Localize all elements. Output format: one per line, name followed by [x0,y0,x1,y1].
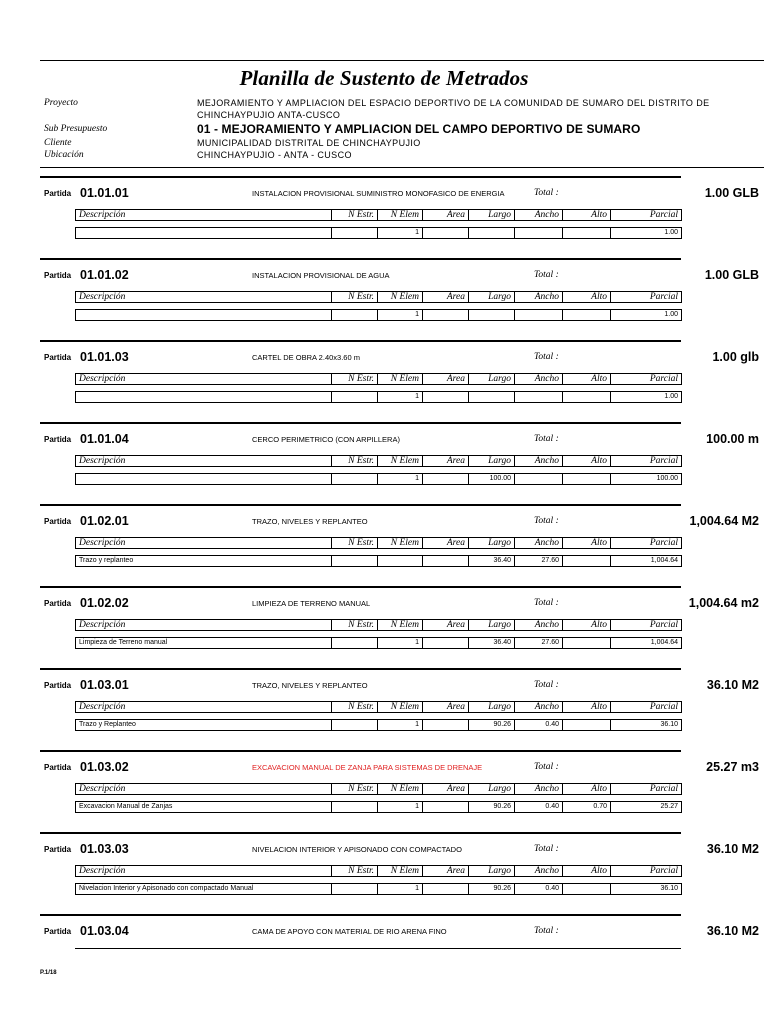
section-rule [40,586,681,588]
column-header: Ancho [515,210,563,221]
column-header: Area [423,210,469,221]
table-cell [332,228,378,239]
table-cell [563,474,611,485]
bottom-rule [75,948,681,949]
column-header: Area [423,702,469,713]
column-header: Descripción [76,374,332,385]
table-cell [332,720,378,731]
column-header: Alto [563,784,611,795]
table-cell [423,884,469,895]
section-rule [40,422,681,424]
table-cell: 1 [378,638,423,649]
column-header: N Estr. [332,374,378,385]
column-header: N Estr. [332,702,378,713]
column-header: Largo [469,866,515,877]
column-header: Alto [563,866,611,877]
table-cell [563,884,611,895]
section-rule [40,504,681,506]
page-number: P.1/18 [40,970,57,976]
total-label: Total : [534,516,559,526]
column-header: Alto [563,456,611,467]
column-header: Ancho [515,620,563,631]
table-spacer [76,549,682,556]
column-header: Parcial [611,210,682,221]
table-cell [332,638,378,649]
table-header-row [76,538,682,549]
table-row [76,638,682,649]
column-header: Parcial [611,456,682,467]
column-header: Descripción [76,210,332,221]
page-title: Planilla de Sustento de Metrados [239,66,529,90]
partida-section [0,586,768,668]
column-header: Alto [563,210,611,221]
table-spacer [76,385,682,392]
table-cell [423,556,469,567]
table-cell [423,392,469,403]
column-header: Ancho [515,456,563,467]
table-cell: 1 [378,474,423,485]
table-cell [469,392,515,403]
table-cell: 1,004.64 [611,556,682,567]
table-spacer [76,467,682,474]
column-header: N Elem [378,456,423,467]
table-cell: Limpieza de Terreno manual [76,638,332,649]
total-value: 1,004.64 M2 [689,514,759,528]
table-row [76,802,682,813]
column-header: Descripción [76,784,332,795]
total-value: 1,004.64 m2 [688,596,759,610]
metrado-table [75,865,682,895]
table-header-row [76,866,682,877]
column-header: Largo [469,210,515,221]
table-cell: 27.60 [515,638,563,649]
metrado-table [75,455,682,485]
table-cell [423,474,469,485]
table-cell: 36.10 [611,720,682,731]
table-header-row [76,292,682,303]
column-header: Parcial [611,620,682,631]
partida-description: LIMPIEZA DE TERRENO MANUAL [252,599,371,608]
table-cell: 90.26 [469,720,515,731]
column-header: Alto [563,538,611,549]
table-cell [76,392,332,403]
partida-code: 01.03.04 [80,924,129,938]
partida-description: CARTEL DE OBRA 2.40x3.60 m [252,353,360,362]
table-row [76,310,682,321]
column-header: Area [423,784,469,795]
column-header: Ancho [515,702,563,713]
table-spacer [76,303,682,310]
section-rule [40,176,681,178]
table-cell: 0.40 [515,802,563,813]
partida-section [0,422,768,504]
partida-code: 01.01.01 [80,186,129,200]
table-cell: 1 [378,720,423,731]
partida-label: Partida [44,189,72,198]
table-cell [515,474,563,485]
total-label: Total : [534,598,559,608]
column-header: Alto [563,292,611,303]
partida-description: CERCO PERIMETRICO (CON ARPILLERA) [252,435,400,444]
partida-label: Partida [44,599,72,608]
table-cell: Trazo y replanteo [76,556,332,567]
table-cell [515,392,563,403]
column-header: Area [423,620,469,631]
metrado-table [75,537,682,567]
table-header-row [76,374,682,385]
column-header: N Estr. [332,456,378,467]
table-row [76,720,682,731]
table-cell: 1.00 [611,392,682,403]
table-cell: 1 [378,802,423,813]
metrado-table [75,783,682,813]
table-cell: 0.40 [515,720,563,731]
table-cell: 1.00 [611,310,682,321]
table-cell [423,638,469,649]
cliente-value: MUNICIPALIDAD DISTRITAL DE CHINCHAYPUJIO [197,138,421,148]
table-cell [563,556,611,567]
partida-label: Partida [44,845,72,854]
table-cell [563,638,611,649]
column-header: N Elem [378,210,423,221]
column-header: Area [423,374,469,385]
total-value: 36.10 M2 [706,924,759,938]
partida-section [0,258,768,340]
table-cell: 1 [378,310,423,321]
column-header: N Elem [378,620,423,631]
column-header: Descripción [76,292,332,303]
table-cell: Trazo y Replanteo [76,720,332,731]
total-label: Total : [534,844,559,854]
table-cell: 100.00 [611,474,682,485]
table-row [76,228,682,239]
total-label: Total : [534,188,559,198]
table-spacer [76,713,682,720]
table-cell [378,556,423,567]
column-header: Largo [469,784,515,795]
section-rule [40,750,681,752]
table-cell [332,556,378,567]
column-header: N Estr. [332,292,378,303]
column-header: Parcial [611,784,682,795]
column-header: N Elem [378,702,423,713]
table-cell: 1 [378,228,423,239]
partida-code: 01.03.01 [80,678,129,692]
column-header: N Elem [378,538,423,549]
column-header: Descripción [76,702,332,713]
total-value: 25.27 m3 [706,760,759,774]
total-value: 100.00 m [706,432,759,446]
table-spacer [76,631,682,638]
column-header: N Estr. [332,210,378,221]
table-header-row [76,456,682,467]
metrado-table [75,619,682,649]
column-header: Ancho [515,292,563,303]
partida-code: 01.03.03 [80,842,129,856]
partida-label: Partida [44,271,72,280]
column-header: Alto [563,620,611,631]
metrado-table [75,701,682,731]
partida-code: 01.01.03 [80,350,129,364]
table-header-row [76,702,682,713]
column-header: Parcial [611,292,682,303]
table-cell: Nivelacion Interior y Apisonado con compactado Manual [76,884,332,895]
column-header: Area [423,292,469,303]
table-spacer [76,877,682,884]
total-value: 36.10 M2 [706,842,759,856]
table-row [76,884,682,895]
partida-description: TRAZO, NIVELES Y REPLANTEO [252,681,368,690]
column-header: Descripción [76,620,332,631]
table-spacer [76,221,682,228]
partida-description: CAMA DE APOYO CON MATERIAL DE RIO ARENA FINO [252,927,447,936]
total-label: Total : [534,352,559,362]
subpresupuesto-label: Sub Presupuesto [44,124,108,134]
column-header: N Elem [378,374,423,385]
table-header-row [76,210,682,221]
column-header: Alto [563,702,611,713]
table-cell [332,474,378,485]
column-header: N Elem [378,292,423,303]
table-cell: 1.00 [611,228,682,239]
header-rule [40,167,764,168]
column-header: Area [423,456,469,467]
column-header: Area [423,538,469,549]
column-header: Parcial [611,374,682,385]
table-cell [332,884,378,895]
total-label: Total : [534,680,559,690]
table-cell [76,310,332,321]
proyecto-value-line1: MEJORAMIENTO Y AMPLIACION DEL ESPACIO DEPORTIVO DE LA COMUNIDAD DE SUMARO DEL DISTRITO DE [197,98,710,108]
partida-label: Partida [44,353,72,362]
partida-section [0,176,768,258]
metrado-table [75,209,682,239]
partida-description: EXCAVACION MANUAL DE ZANJA PARA SISTEMAS DE DRENAJE [252,763,483,772]
metrado-table [75,373,682,403]
column-header: Descripción [76,538,332,549]
column-header: N Estr. [332,784,378,795]
partida-code: 01.02.01 [80,514,129,528]
column-header: Ancho [515,538,563,549]
table-cell: 27.60 [515,556,563,567]
ubicacion-value: CHINCHAYPUJIO - ANTA - CUSCO [197,150,352,160]
partida-section [0,750,768,832]
table-spacer [76,795,682,802]
column-header: N Estr. [332,866,378,877]
column-header: Largo [469,620,515,631]
partida-section [0,504,768,586]
column-header: Ancho [515,784,563,795]
table-row [76,392,682,403]
total-label: Total : [534,762,559,772]
column-header: Alto [563,374,611,385]
table-cell [332,802,378,813]
table-cell [76,228,332,239]
total-value: 1.00 GLB [704,268,759,282]
total-value: 1.00 glb [712,350,759,364]
partida-description: TRAZO, NIVELES Y REPLANTEO [252,517,368,526]
partida-label: Partida [44,927,72,936]
total-label: Total : [534,270,559,280]
table-cell [469,310,515,321]
column-header: Descripción [76,456,332,467]
partida-section [0,340,768,422]
ubicacion-label: Ubicación [44,150,84,160]
table-cell: 90.26 [469,884,515,895]
column-header: N Estr. [332,620,378,631]
partida-code: 01.03.02 [80,760,129,774]
table-cell: 36.40 [469,556,515,567]
table-cell: 100.00 [469,474,515,485]
table-cell: 90.26 [469,802,515,813]
partida-description: INSTALACION PROVISIONAL DE AGUA [252,271,390,280]
total-value: 36.10 M2 [706,678,759,692]
cliente-label: Cliente [44,138,72,148]
table-row [76,474,682,485]
column-header: Ancho [515,374,563,385]
table-cell [332,310,378,321]
column-header: N Elem [378,784,423,795]
column-header: Parcial [611,702,682,713]
table-cell: 25.27 [611,802,682,813]
table-cell [423,310,469,321]
partida-label: Partida [44,681,72,690]
partida-description: NIVELACION INTERIOR Y APISONADO CON COMPACTADO [252,845,462,854]
subpresupuesto-value: 01 - MEJORAMIENTO Y AMPLIACION DEL CAMPO DEPORTIVO DE SUMARO [197,122,641,136]
table-row [76,556,682,567]
table-cell [515,228,563,239]
column-header: Largo [469,456,515,467]
partida-code: 01.02.02 [80,596,129,610]
table-cell: 0.40 [515,884,563,895]
column-header: N Estr. [332,538,378,549]
table-cell [515,310,563,321]
proyecto-label: Proyecto [44,98,78,108]
table-cell [423,802,469,813]
partida-description: INSTALACION PROVISIONAL SUMINISTRO MONOFASICO DE ENERGIA [252,189,505,198]
section-rule [40,340,681,342]
column-header: Parcial [611,538,682,549]
proyecto-value-line2: CHINCHAYPUJIO ANTA-CUSCO [197,110,341,120]
table-cell [469,228,515,239]
column-header: N Elem [378,866,423,877]
partida-code: 01.01.02 [80,268,129,282]
table-cell [332,392,378,403]
table-cell [563,228,611,239]
table-cell: 1,004.64 [611,638,682,649]
table-cell [423,228,469,239]
partida-code: 01.01.04 [80,432,129,446]
total-label: Total : [534,434,559,444]
column-header: Descripción [76,866,332,877]
section-rule [40,258,681,260]
table-cell [423,720,469,731]
table-header-row [76,784,682,795]
column-header: Largo [469,292,515,303]
section-rule [40,668,681,670]
table-cell [563,310,611,321]
column-header: Largo [469,538,515,549]
table-cell: 36.10 [611,884,682,895]
table-cell: 1 [378,884,423,895]
table-cell: Excavacion Manual de Zanjas [76,802,332,813]
top-rule [40,60,764,61]
table-cell: 1 [378,392,423,403]
partida-label: Partida [44,435,72,444]
column-header: Ancho [515,866,563,877]
metrado-table [75,291,682,321]
table-cell: 0.70 [563,802,611,813]
table-cell [76,474,332,485]
column-header: Area [423,866,469,877]
section-rule [40,914,681,916]
table-cell [563,392,611,403]
partida-label: Partida [44,763,72,772]
column-header: Largo [469,702,515,713]
table-header-row [76,620,682,631]
total-value: 1.00 GLB [704,186,759,200]
partida-section [0,914,768,996]
section-rule [40,832,681,834]
table-cell [563,720,611,731]
partida-section [0,832,768,914]
table-cell: 36.40 [469,638,515,649]
partida-label: Partida [44,517,72,526]
column-header: Parcial [611,866,682,877]
total-label: Total : [534,926,559,936]
partida-section [0,668,768,750]
column-header: Largo [469,374,515,385]
